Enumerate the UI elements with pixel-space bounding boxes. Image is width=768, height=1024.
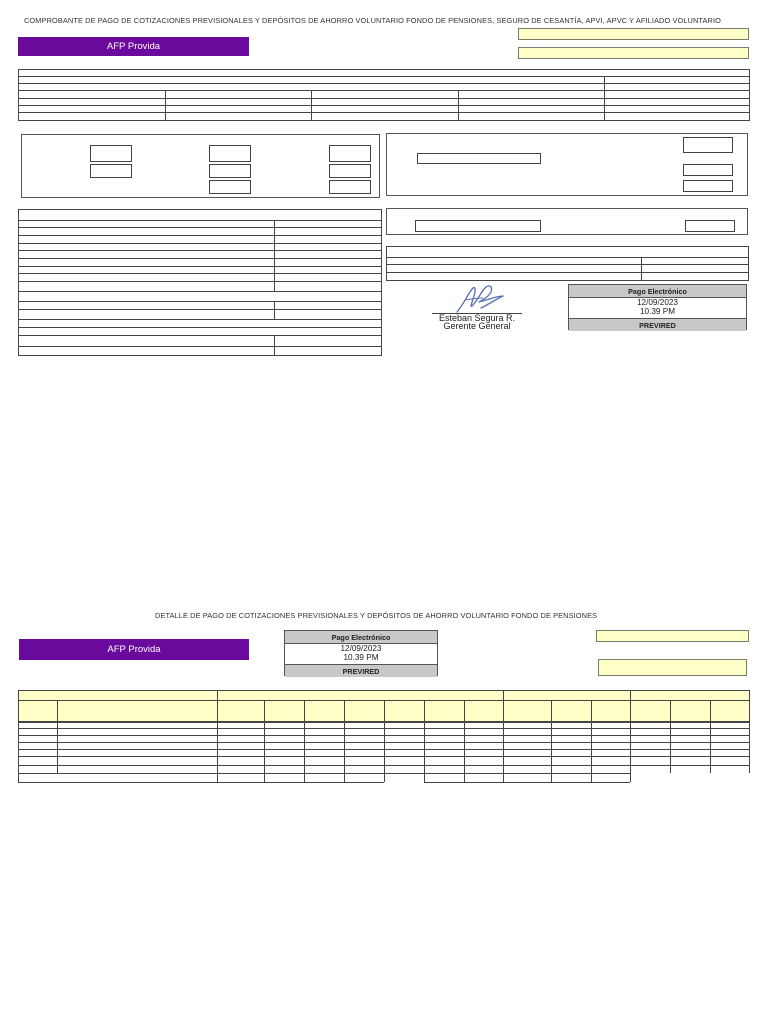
grid-col-rule bbox=[630, 690, 631, 722]
signature-role: Gerente General bbox=[443, 321, 511, 331]
stamp-footer: PREVIRED bbox=[285, 664, 437, 677]
table-rule bbox=[19, 105, 749, 106]
table-rule bbox=[19, 335, 381, 336]
table-rule bbox=[19, 281, 381, 282]
total-box[interactable] bbox=[683, 137, 733, 153]
table-rule bbox=[19, 291, 381, 292]
grid-col-rule bbox=[18, 700, 19, 782]
table-col-rule bbox=[274, 220, 275, 291]
grid-col-rule bbox=[749, 700, 750, 773]
stamp-header: Pago Electrónico bbox=[285, 631, 437, 644]
total-field[interactable] bbox=[417, 153, 541, 164]
page1-afp-banner bbox=[18, 37, 249, 56]
grid-col-rule bbox=[384, 700, 385, 782]
stamp-time: 10.39 PM bbox=[639, 307, 676, 316]
grid-col-rule bbox=[630, 722, 631, 782]
grid-col-rule bbox=[591, 700, 592, 782]
amount-box[interactable] bbox=[329, 145, 371, 162]
table-rule bbox=[19, 90, 749, 91]
page1-details-table bbox=[18, 209, 382, 356]
table-rule bbox=[387, 264, 748, 265]
page1-afp-name: AFP Provida bbox=[106, 41, 161, 52]
amount-box[interactable] bbox=[209, 180, 251, 194]
page2-payment-stamp bbox=[284, 630, 438, 676]
grid-col-rule bbox=[503, 722, 504, 782]
grid-col-rule bbox=[551, 700, 552, 782]
grid-rule bbox=[18, 773, 630, 774]
table-col-rule bbox=[458, 90, 459, 120]
stamp-body bbox=[569, 298, 746, 318]
table-rule bbox=[387, 257, 748, 258]
table-rule bbox=[19, 346, 381, 347]
page1-yellow-field-1[interactable] bbox=[518, 28, 749, 40]
table-col-rule bbox=[311, 90, 312, 120]
grid-col-rule bbox=[503, 690, 504, 722]
table-rule bbox=[19, 301, 381, 302]
grid-col-rule bbox=[344, 700, 345, 782]
summary-box[interactable] bbox=[685, 220, 735, 232]
table-rule bbox=[387, 272, 748, 273]
table-rule bbox=[19, 309, 381, 310]
table-rule bbox=[19, 258, 381, 259]
stamp-header: Pago Electrónico bbox=[569, 285, 746, 298]
page1-employer-table bbox=[18, 69, 750, 121]
amount-box[interactable] bbox=[209, 145, 251, 162]
grid-col-rule bbox=[304, 700, 305, 782]
stamp-footer: PREVIRED bbox=[569, 318, 746, 331]
amount-box[interactable] bbox=[90, 145, 132, 162]
table-rule bbox=[19, 235, 381, 236]
page1-amounts-frame bbox=[21, 134, 380, 198]
table-rule bbox=[19, 83, 749, 84]
stamp-body bbox=[285, 644, 437, 664]
page1-title: COMPROBANTE DE PAGO DE COTIZACIONES PREVISIONALES Y DEPÓSITOS DE AHORRO VOLUNTARIO FONDO DE PENSIONES, SEGURO DE CESANTÍA, APVI, APVC Y AFILIADO VOLUNTARIO bbox=[24, 16, 721, 25]
table-rule bbox=[19, 243, 381, 244]
grid-col-rule bbox=[710, 700, 711, 773]
grid-col-rule bbox=[464, 700, 465, 782]
page2-detail-grid bbox=[18, 690, 750, 784]
page2-title: DETALLE DE PAGO DE COTIZACIONES PREVISIONALES Y DEPÓSITOS DE AHORRO VOLUNTARIO FONDO DE PENSIONES bbox=[155, 611, 598, 620]
table-col-rule bbox=[274, 301, 275, 319]
table-rule bbox=[19, 250, 381, 251]
table-rule bbox=[19, 220, 381, 221]
grid-col-rule bbox=[264, 700, 265, 782]
table-rule bbox=[19, 327, 381, 328]
page1-payment-stamp bbox=[568, 284, 747, 330]
page2-afp-banner bbox=[19, 639, 249, 660]
grid-col-rule bbox=[217, 690, 218, 722]
stamp-date: 12/09/2023 bbox=[637, 298, 678, 308]
total-box[interactable] bbox=[683, 180, 733, 192]
grid-col-rule bbox=[670, 700, 671, 773]
amount-box[interactable] bbox=[209, 164, 251, 178]
table-rule bbox=[19, 112, 749, 113]
grid-rule bbox=[18, 782, 384, 783]
grid-rule bbox=[424, 782, 630, 783]
table-col-rule bbox=[165, 90, 166, 120]
page2-yellow-field-1[interactable] bbox=[596, 630, 749, 642]
table-rule bbox=[19, 98, 749, 99]
signature-scribble bbox=[445, 282, 515, 316]
page2-yellow-field-2[interactable] bbox=[598, 659, 747, 676]
table-rule bbox=[19, 76, 749, 77]
table-rule bbox=[19, 266, 381, 267]
grid-col-rule bbox=[217, 722, 218, 782]
page2-afp-name: AFP Provida bbox=[107, 644, 161, 655]
table-col-rule bbox=[641, 257, 642, 280]
amount-box[interactable] bbox=[90, 164, 132, 178]
table-rule bbox=[19, 227, 381, 228]
total-box[interactable] bbox=[683, 164, 733, 176]
table-col-rule bbox=[274, 335, 275, 355]
page1-right-table bbox=[386, 246, 749, 281]
table-col-rule bbox=[604, 76, 605, 120]
stamp-time: 10.39 PM bbox=[343, 653, 379, 662]
signature-name: Esteban Segura R. bbox=[438, 313, 516, 323]
stamp-date: 12/09/2023 bbox=[340, 644, 382, 654]
table-rule bbox=[19, 273, 381, 274]
grid-col-rule bbox=[424, 700, 425, 782]
amount-box[interactable] bbox=[329, 180, 371, 194]
amount-box[interactable] bbox=[329, 164, 371, 178]
page1-yellow-field-2[interactable] bbox=[518, 47, 749, 59]
summary-field[interactable] bbox=[415, 220, 541, 232]
table-rule bbox=[19, 319, 381, 320]
grid-col-rule bbox=[57, 700, 58, 773]
